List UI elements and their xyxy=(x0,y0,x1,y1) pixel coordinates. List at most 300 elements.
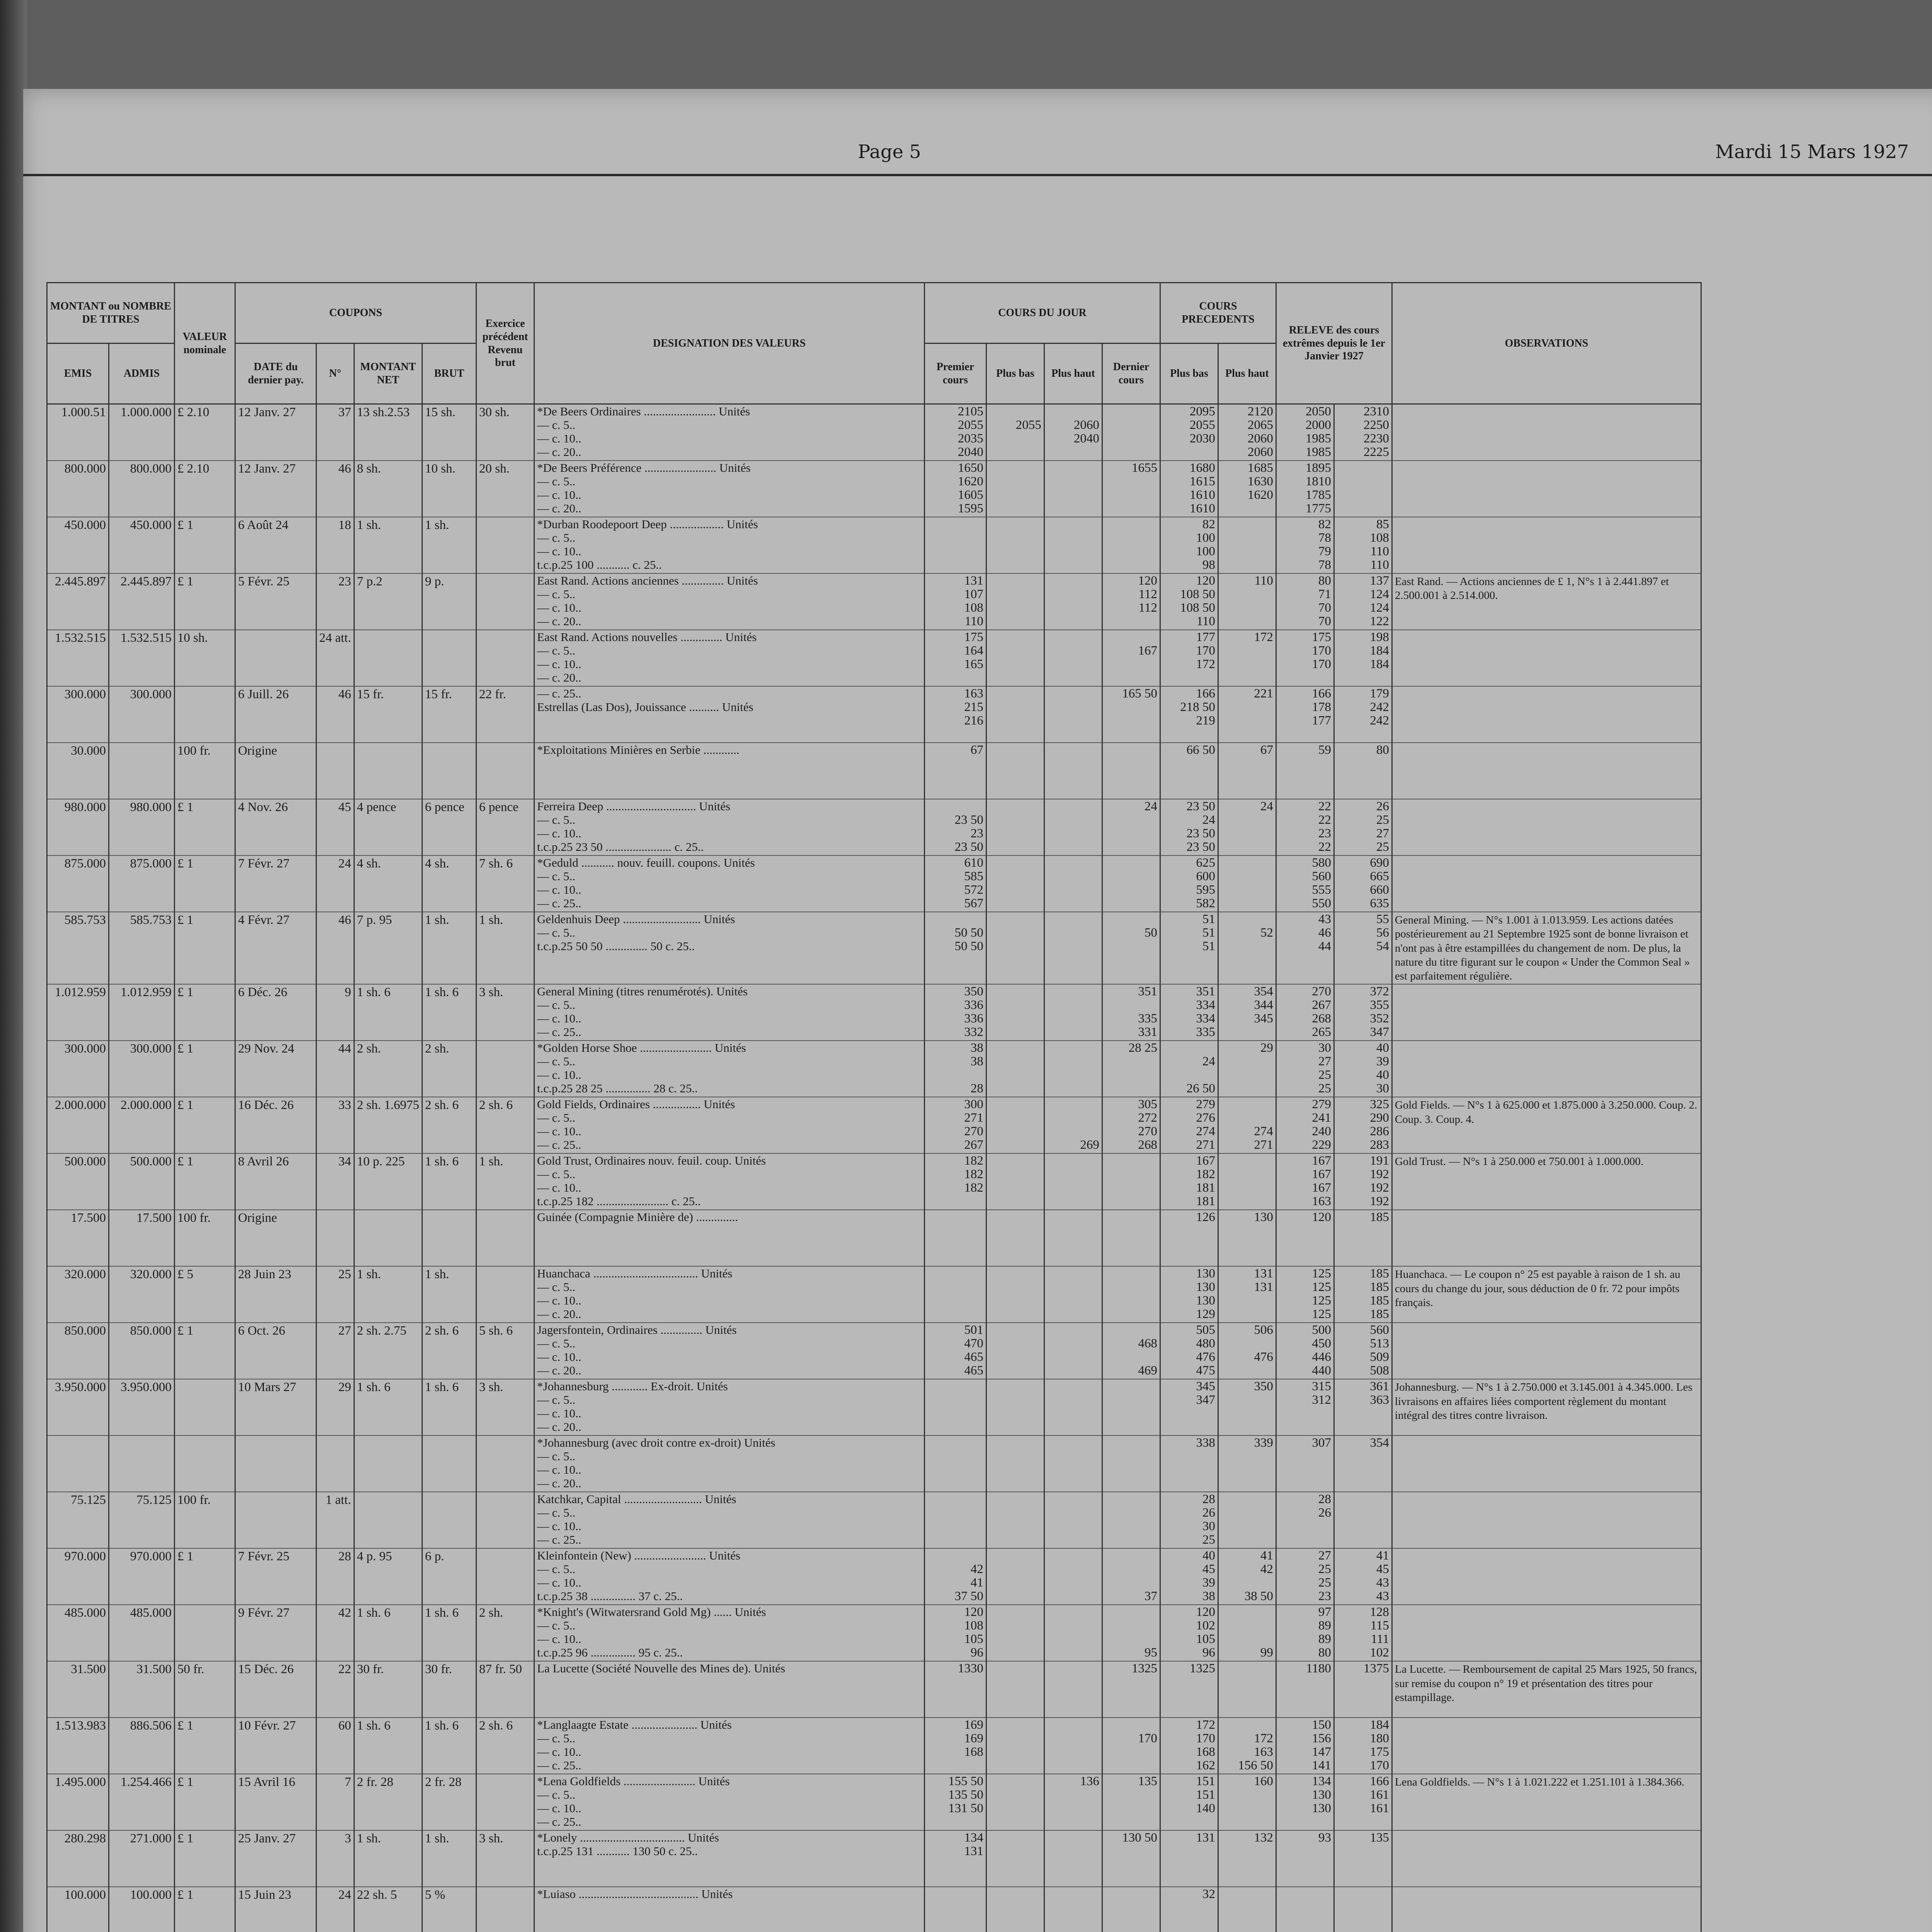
releve-haut-line: 80 xyxy=(1376,743,1389,757)
plus-bas-line xyxy=(989,1112,1041,1125)
prec-bas-line: 82 xyxy=(1202,517,1215,531)
prec-haut-line xyxy=(1221,1464,1273,1477)
prec-haut-line xyxy=(1221,1606,1273,1619)
prec-bas-cell xyxy=(1160,1379,1218,1435)
premier-cours-line: 50 50 xyxy=(954,926,983,940)
premier-cours-line: 1620 xyxy=(957,474,983,488)
valeur-cell: 100 fr. xyxy=(175,1210,235,1266)
exercice-cell: 2 sh. 6 xyxy=(476,1097,534,1153)
cours-precedents-header: COURS PRECEDENTS xyxy=(1160,283,1276,344)
premier-cours-line: 23 xyxy=(970,827,983,840)
plus-haut-line xyxy=(1047,615,1099,629)
plus-bas-line xyxy=(989,1816,1041,1829)
prec-haut-line: 29 xyxy=(1260,1041,1273,1055)
prec-bas-cell xyxy=(1160,1097,1218,1153)
premier-cours-cell xyxy=(924,1041,986,1097)
designation-cell xyxy=(534,1830,924,1887)
designation-line: *Langlaagte Estate ...................... Unités xyxy=(537,1718,732,1732)
prec-bas-line: 96 xyxy=(1202,1646,1215,1660)
plus-bas-cell xyxy=(986,1379,1044,1435)
coupon-number-cell: 60 xyxy=(316,1718,354,1774)
dernier-cours-line xyxy=(1105,870,1157,884)
dernier-cours-line xyxy=(1105,475,1157,489)
premier-cours-line: 105 xyxy=(964,1632,983,1646)
dernier-cours-line xyxy=(1105,701,1157,714)
prec-bas-line: 276 xyxy=(1196,1111,1215,1125)
releve-bas-line: 26 xyxy=(1318,1506,1331,1520)
designation-line: — c. 5.. xyxy=(537,1111,575,1125)
dernier-cours-line xyxy=(1105,940,1157,954)
plus-haut-line xyxy=(1047,1901,1099,1915)
designation-cell xyxy=(534,799,924,855)
designation-cell xyxy=(534,573,924,630)
table-row xyxy=(47,1266,1701,1323)
designation-line: — c. 10.. xyxy=(537,1801,582,1815)
releve-haut-line xyxy=(1337,1450,1389,1464)
table-row xyxy=(47,1718,1701,1774)
admis-cell: 2.000.000 xyxy=(109,1097,175,1153)
premier-cours-line: 465 xyxy=(964,1364,983,1378)
observation-cell xyxy=(1392,1605,1701,1661)
exercice-cell: 30 sh. xyxy=(476,404,534,461)
designation-line xyxy=(537,1703,922,1716)
dernier-cours-line xyxy=(1105,841,1157,854)
prec-haut-line: 160 xyxy=(1254,1774,1273,1789)
plus-bas-line xyxy=(989,1380,1041,1394)
prec-haut-cell xyxy=(1218,1887,1276,1932)
plus-bas-cell xyxy=(986,1041,1044,1097)
premier-cours-line xyxy=(927,1507,983,1520)
admis-cell: 585.753 xyxy=(109,912,175,984)
dernier-cours-line xyxy=(1105,518,1157,532)
prec-haut-line xyxy=(1221,701,1273,714)
prec-bas-line: 279 xyxy=(1196,1097,1215,1112)
plus-bas-line xyxy=(989,1477,1041,1491)
plus-bas-line xyxy=(989,1901,1041,1915)
prec-bas-line: 1610 xyxy=(1189,488,1215,502)
prec-haut-line: 52 xyxy=(1260,926,1273,940)
dernier-cours-line xyxy=(1105,432,1157,446)
coupon-brut-cell xyxy=(422,1210,476,1266)
premier-cours-line: 332 xyxy=(964,1025,983,1039)
plus-bas-cell xyxy=(986,1605,1044,1661)
admis-cell: 886.506 xyxy=(109,1718,175,1774)
prec-haut-line xyxy=(1221,1507,1273,1520)
coupon-net-cell: 7 p. 95 xyxy=(354,912,422,984)
designation-line xyxy=(537,1238,922,1252)
prec-bas-line: 335 xyxy=(1196,1025,1215,1039)
releve-bas-line: 2050 xyxy=(1305,405,1331,418)
observation-cell: Gold Fields. — N°s 1 à 625.000 et 1.875.000 à 3.250.000. Coup. 2. Coup. 3. Coup. 4. xyxy=(1392,1097,1701,1153)
plus-haut-cell xyxy=(1044,984,1102,1041)
prec-bas-line xyxy=(1163,1845,1215,1859)
observation-cell xyxy=(1392,1323,1701,1379)
premier-cours-line: 585 xyxy=(964,869,983,883)
plus-bas-line xyxy=(989,1069,1041,1082)
prec-bas-cell xyxy=(1160,1153,1218,1210)
plus-bas-cell xyxy=(986,1548,1044,1605)
dernier-cours-line xyxy=(1105,857,1157,870)
releve-bas-cell xyxy=(1276,1830,1334,1887)
releve-haut-line: 40 xyxy=(1376,1068,1389,1082)
premier-cours-line xyxy=(927,1872,983,1886)
releve-haut-line: 40 xyxy=(1376,1041,1389,1055)
dernier-cours-cell xyxy=(1102,404,1160,461)
releve-bas-line: 1775 xyxy=(1305,502,1331,515)
prec-haut-cell xyxy=(1218,984,1276,1041)
plus-haut-cell xyxy=(1044,1041,1102,1097)
plus-haut-line xyxy=(1047,1606,1099,1619)
coupon-date-cell: 7 Févr. 25 xyxy=(235,1548,316,1605)
releve-bas-line xyxy=(1279,1676,1331,1689)
designation-line: — c. 5.. xyxy=(537,1167,575,1181)
numero-header: N° xyxy=(316,344,354,404)
prec-haut-line xyxy=(1221,502,1273,516)
prec-haut-line xyxy=(1221,1082,1273,1096)
plus-haut-line xyxy=(1047,1380,1099,1394)
plus-haut-line xyxy=(1047,1646,1099,1660)
releve-bas-line: 93 xyxy=(1318,1831,1331,1845)
coupon-net-cell: 30 fr. xyxy=(354,1661,422,1718)
dernier-cours-line xyxy=(1105,532,1157,545)
coupon-net-cell xyxy=(354,743,422,799)
releve-haut-line xyxy=(1337,1225,1389,1238)
premier-cours-line: 610 xyxy=(964,856,983,870)
designation-line: *Golden Horse Shoe ........................ Unités xyxy=(537,1041,746,1055)
dernier-cours-line xyxy=(1105,1211,1157,1225)
premier-cours-cell xyxy=(924,630,986,686)
table-row xyxy=(47,1548,1701,1605)
dernier-cours-line xyxy=(1105,1225,1157,1238)
premier-cours-cell xyxy=(924,1718,986,1774)
plus-bas-line xyxy=(989,1337,1041,1351)
prec-haut-cell xyxy=(1218,517,1276,573)
prec-haut-line: 2060 xyxy=(1247,445,1273,459)
designation-cell xyxy=(534,1492,924,1548)
dernier-cours-line xyxy=(1105,1703,1157,1716)
plus-bas-line xyxy=(989,1421,1041,1434)
observation-cell xyxy=(1392,1548,1701,1605)
designation-line: — c. 10.. xyxy=(537,1294,582,1308)
releve-bas-cell xyxy=(1276,1379,1334,1435)
designation-line: — c. 10.. xyxy=(537,883,582,896)
admis-cell: 850.000 xyxy=(109,1323,175,1379)
plus-haut-line xyxy=(1047,940,1099,954)
designation-line xyxy=(537,1859,922,1872)
designation-line: — c. 20.. xyxy=(537,1476,582,1490)
dernier-cours-line xyxy=(1105,1394,1157,1407)
releve-haut-cell xyxy=(1334,984,1392,1041)
plus-haut-line xyxy=(1047,1619,1099,1633)
premier-cours-line: 107 xyxy=(964,587,983,601)
releve-haut-cell xyxy=(1334,1774,1392,1830)
prec-haut-line xyxy=(1221,1308,1273,1321)
dernier-cours-line: 37 xyxy=(1144,1589,1157,1604)
prec-bas-cell xyxy=(1160,1605,1218,1661)
plus-haut-line xyxy=(1047,814,1099,827)
releve-bas-line xyxy=(1279,1534,1331,1547)
prec-haut-line: 38 50 xyxy=(1244,1589,1273,1604)
designation-line: *Exploitations Minières en Serbie ............ xyxy=(537,743,740,757)
prec-haut-line xyxy=(1221,897,1273,911)
releve-haut-line: 124 xyxy=(1370,601,1389,615)
prec-bas-line: 170 xyxy=(1196,1731,1215,1746)
premier-cours-line: 163 xyxy=(964,687,983,701)
releve-haut-cell xyxy=(1334,1605,1392,1661)
premier-cours-line xyxy=(927,1703,983,1716)
designation-line: — c. 5.. xyxy=(537,1393,575,1407)
premier-cours-cell xyxy=(924,1830,986,1887)
plus-bas-line xyxy=(989,1324,1041,1337)
coupon-date-cell: 15 Avril 16 xyxy=(235,1774,316,1830)
emis-cell: 800.000 xyxy=(47,461,109,517)
observation-cell xyxy=(1392,1718,1701,1774)
coupon-number-cell: 23 xyxy=(316,573,354,630)
plus-haut-line: 136 xyxy=(1080,1774,1099,1789)
designation-line: — c. 10.. xyxy=(537,1012,582,1026)
prec-bas-cell xyxy=(1160,1887,1218,1932)
releve-haut-line: 185 xyxy=(1370,1294,1389,1308)
dernier-cours-line xyxy=(1105,502,1157,516)
premier-cours-line: 37 50 xyxy=(954,1589,983,1604)
table-row xyxy=(47,1379,1701,1435)
designation-line: East Rand. Actions anciennes .............. Unités xyxy=(537,574,758,587)
releve-haut-line: 660 xyxy=(1370,883,1389,897)
premier-cours-line xyxy=(927,1211,983,1225)
premier-cours-line: 23 50 xyxy=(954,813,983,827)
dernier-cours-cell xyxy=(1102,799,1160,855)
plus-bas-line: 2055 xyxy=(1015,418,1041,432)
prec-bas-cell xyxy=(1160,630,1218,686)
designation-line: — c. 5.. xyxy=(537,1337,575,1350)
designation-line: — c. 10.. xyxy=(537,1463,582,1477)
plus-haut-line xyxy=(1047,502,1099,516)
prec-bas-line: 51 xyxy=(1202,912,1215,926)
designation-line: — c. 5.. xyxy=(537,869,575,883)
exercice-cell: 3 sh. xyxy=(476,984,534,1041)
dernier-cours-cell xyxy=(1102,1323,1160,1379)
valeur-cell: £ 1 xyxy=(175,1830,235,1887)
releve-haut-line xyxy=(1337,1507,1389,1520)
plus-haut-line xyxy=(1047,1577,1099,1590)
plus-haut-line xyxy=(1047,1351,1099,1364)
plus-haut-line xyxy=(1047,1195,1099,1209)
emis-cell: 1.012.959 xyxy=(47,984,109,1041)
releve-haut-line xyxy=(1337,1859,1389,1872)
prec-haut-line: 2065 xyxy=(1247,418,1273,432)
valeur-cell: £ 1 xyxy=(175,1718,235,1774)
designation-line: — c. 5.. xyxy=(537,1788,575,1802)
designation-line: Gold Trust, Ordinaires nouv. feuil. coup. Unités xyxy=(537,1154,766,1168)
releve-bas-line: 27 xyxy=(1318,1054,1331,1069)
coupon-number-cell xyxy=(316,1435,354,1492)
coupon-net-cell: 13 sh.2.53 xyxy=(354,404,422,461)
prec-haut-cell xyxy=(1218,1830,1276,1887)
plus-haut-line xyxy=(1047,1337,1099,1351)
valeur-cell: £ 1 xyxy=(175,1041,235,1097)
releve-bas-line: 25 xyxy=(1318,1576,1331,1590)
newspaper-page xyxy=(23,89,1932,1932)
plus-haut-cell xyxy=(1044,1492,1102,1548)
premier-cours-line: 110 xyxy=(964,614,983,628)
designation-line xyxy=(537,784,922,798)
observation-cell xyxy=(1392,1887,1701,1932)
releve-haut-line: 128 xyxy=(1370,1605,1389,1619)
plus-haut-cell xyxy=(1044,1435,1102,1492)
releve-haut-line: 166 xyxy=(1370,1774,1389,1789)
plus-haut-line xyxy=(1047,1026,1099,1039)
releve-bas-line: 125 xyxy=(1312,1294,1331,1308)
coupon-brut-cell xyxy=(422,630,476,686)
coupon-net-cell: 1 sh. 6 xyxy=(354,984,422,1041)
designation-line xyxy=(537,714,922,728)
prec-bas-line: 110 xyxy=(1196,614,1215,628)
table-row xyxy=(47,573,1701,630)
plus-bas-line xyxy=(989,701,1041,714)
observation-cell xyxy=(1392,855,1701,912)
releve-haut-line: 242 xyxy=(1370,700,1389,714)
valeur-cell: 100 fr. xyxy=(175,743,235,799)
designation-header: DESIGNATION DES VALEURS xyxy=(534,283,924,404)
premier-cours-line xyxy=(927,1380,983,1394)
prec-bas-line xyxy=(1163,1042,1215,1055)
plus-bas-line xyxy=(989,602,1041,615)
designation-line: Estrellas (Las Dos), Jouissance .......... Unités xyxy=(537,700,753,714)
releve-bas-line: 44 xyxy=(1318,939,1331,953)
emis-cell: 500.000 xyxy=(47,1153,109,1210)
dernier-cours-cell xyxy=(1102,517,1160,573)
designation-line: — c. 10.. xyxy=(537,1519,582,1533)
plus-haut-line xyxy=(1047,1802,1099,1816)
plus-bas-cell xyxy=(986,404,1044,461)
dernier-cours-line xyxy=(1105,954,1157,967)
valeur-cell: £ 2.10 xyxy=(175,404,235,461)
designation-line: t.c.p.25 96 ............... 95 c. 25.. xyxy=(537,1646,683,1660)
admis-cell: 75.125 xyxy=(109,1492,175,1548)
plus-bas-line xyxy=(989,1252,1041,1265)
prec-bas-line xyxy=(1163,1252,1215,1265)
exercice-cell: 1 sh. xyxy=(476,912,534,984)
prec-bas-line: 24 xyxy=(1202,813,1215,827)
plus-haut-line xyxy=(1047,1238,1099,1252)
dernier-cours-line: 120 xyxy=(1138,574,1157,588)
releve-bas-line: 82 xyxy=(1318,517,1331,531)
dernier-cours-line: 268 xyxy=(1138,1138,1157,1152)
plus-haut-line xyxy=(1047,545,1099,559)
plus-haut-line xyxy=(1047,405,1099,419)
coupon-date-cell: 28 Juin 23 xyxy=(235,1266,316,1323)
prec-haut-line xyxy=(1221,827,1273,841)
plus-haut-line xyxy=(1047,631,1099,645)
admis-cell xyxy=(109,743,175,799)
premier-cours-line xyxy=(927,728,983,742)
valeur-cell: £ 1 xyxy=(175,1548,235,1605)
plus-haut-line xyxy=(1047,1155,1099,1168)
plus-haut-line xyxy=(1047,744,1099,757)
coupon-net-cell: 10 p. 225 xyxy=(354,1153,422,1210)
valeur-cell: 10 sh. xyxy=(175,630,235,686)
plus-bas-line xyxy=(989,1026,1041,1039)
releve-bas-line: 265 xyxy=(1312,1025,1331,1039)
prec-bas-cell xyxy=(1160,1661,1218,1718)
emis-cell: 1.495.000 xyxy=(47,1774,109,1830)
dernier-cours-line: 50 xyxy=(1144,926,1157,940)
prec-bas-line: 102 xyxy=(1196,1619,1215,1633)
prec-haut-line xyxy=(1221,658,1273,672)
prec-bas-line xyxy=(1163,1676,1215,1689)
coupon-date-cell: 4 Févr. 27 xyxy=(235,912,316,984)
releve-haut-cell xyxy=(1334,517,1392,573)
dernier-cours-line xyxy=(1105,1155,1157,1168)
dernier-cours-cell xyxy=(1102,1379,1160,1435)
plus-haut-line xyxy=(1047,1308,1099,1321)
releve-bas-cell xyxy=(1276,1435,1334,1492)
releve-haut-cell xyxy=(1334,1718,1392,1774)
coupon-date-cell: 12 Janv. 27 xyxy=(235,404,316,461)
premier-cours-cell xyxy=(924,1323,986,1379)
designation-line: Geldenhuis Deep .......................... Unités xyxy=(537,912,735,926)
releve-bas-line: 560 xyxy=(1312,869,1331,883)
emis-cell: 2.000.000 xyxy=(47,1097,109,1153)
plus-haut-line xyxy=(1047,857,1099,870)
designation-line: *Johannesburg ............ Ex-droit. Unités xyxy=(537,1379,728,1393)
releve-haut-line: 372 xyxy=(1370,985,1389,999)
coupon-date-cell: 8 Avril 26 xyxy=(235,1153,316,1210)
premier-cours-line: 23 50 xyxy=(954,840,983,854)
designation-line: — c. 25.. xyxy=(537,1025,582,1039)
premier-cours-line: 108 xyxy=(964,601,983,615)
admis-cell: 1.012.959 xyxy=(109,984,175,1041)
plus-bas-line xyxy=(989,658,1041,672)
plus-bas-line xyxy=(989,1775,1041,1789)
brut-header: BRUT xyxy=(422,344,476,404)
prec-bas-line: 23 50 xyxy=(1186,840,1215,854)
releve-haut-line xyxy=(1337,1689,1389,1703)
premier-cours-line: 135 50 xyxy=(948,1788,983,1802)
plus-bas-line xyxy=(989,771,1041,784)
plus-bas-line xyxy=(989,1139,1041,1152)
premier-cours-line xyxy=(927,672,983,685)
prec-haut-cell xyxy=(1218,1041,1276,1097)
table-row xyxy=(47,686,1701,743)
prec-haut-line: 131 xyxy=(1254,1280,1273,1294)
exercice-cell xyxy=(476,1435,534,1492)
premier-cours-cell xyxy=(924,404,986,461)
plus-bas-cell xyxy=(986,686,1044,743)
coupon-number-cell: 34 xyxy=(316,1153,354,1210)
plus-bas-line xyxy=(989,1759,1041,1773)
releve-bas-line: 150 xyxy=(1312,1718,1331,1732)
releve-haut-line xyxy=(1337,1252,1389,1265)
prec-bas-line: 162 xyxy=(1196,1759,1215,1773)
coupon-date-cell xyxy=(235,630,316,686)
exercice-cell xyxy=(476,743,534,799)
prec-bas-line: 2055 xyxy=(1189,418,1215,432)
exercice-cell: 20 sh. xyxy=(476,461,534,517)
dernier-cours-line xyxy=(1105,784,1157,798)
plus-haut-cell xyxy=(1044,461,1102,517)
plus-bas-line xyxy=(989,1351,1041,1364)
prec-haut-line xyxy=(1221,1055,1273,1069)
designation-line xyxy=(537,728,922,742)
premier-cours-line: 108 xyxy=(964,1619,983,1633)
releve-bas-line: 550 xyxy=(1312,896,1331,910)
coupon-brut-cell: 6 p. xyxy=(422,1548,476,1605)
exercice-cell: 2 sh. 6 xyxy=(476,1718,534,1774)
prec-haut-line xyxy=(1221,884,1273,897)
prec-haut-cell xyxy=(1218,855,1276,912)
releve-haut-line: 242 xyxy=(1370,714,1389,728)
